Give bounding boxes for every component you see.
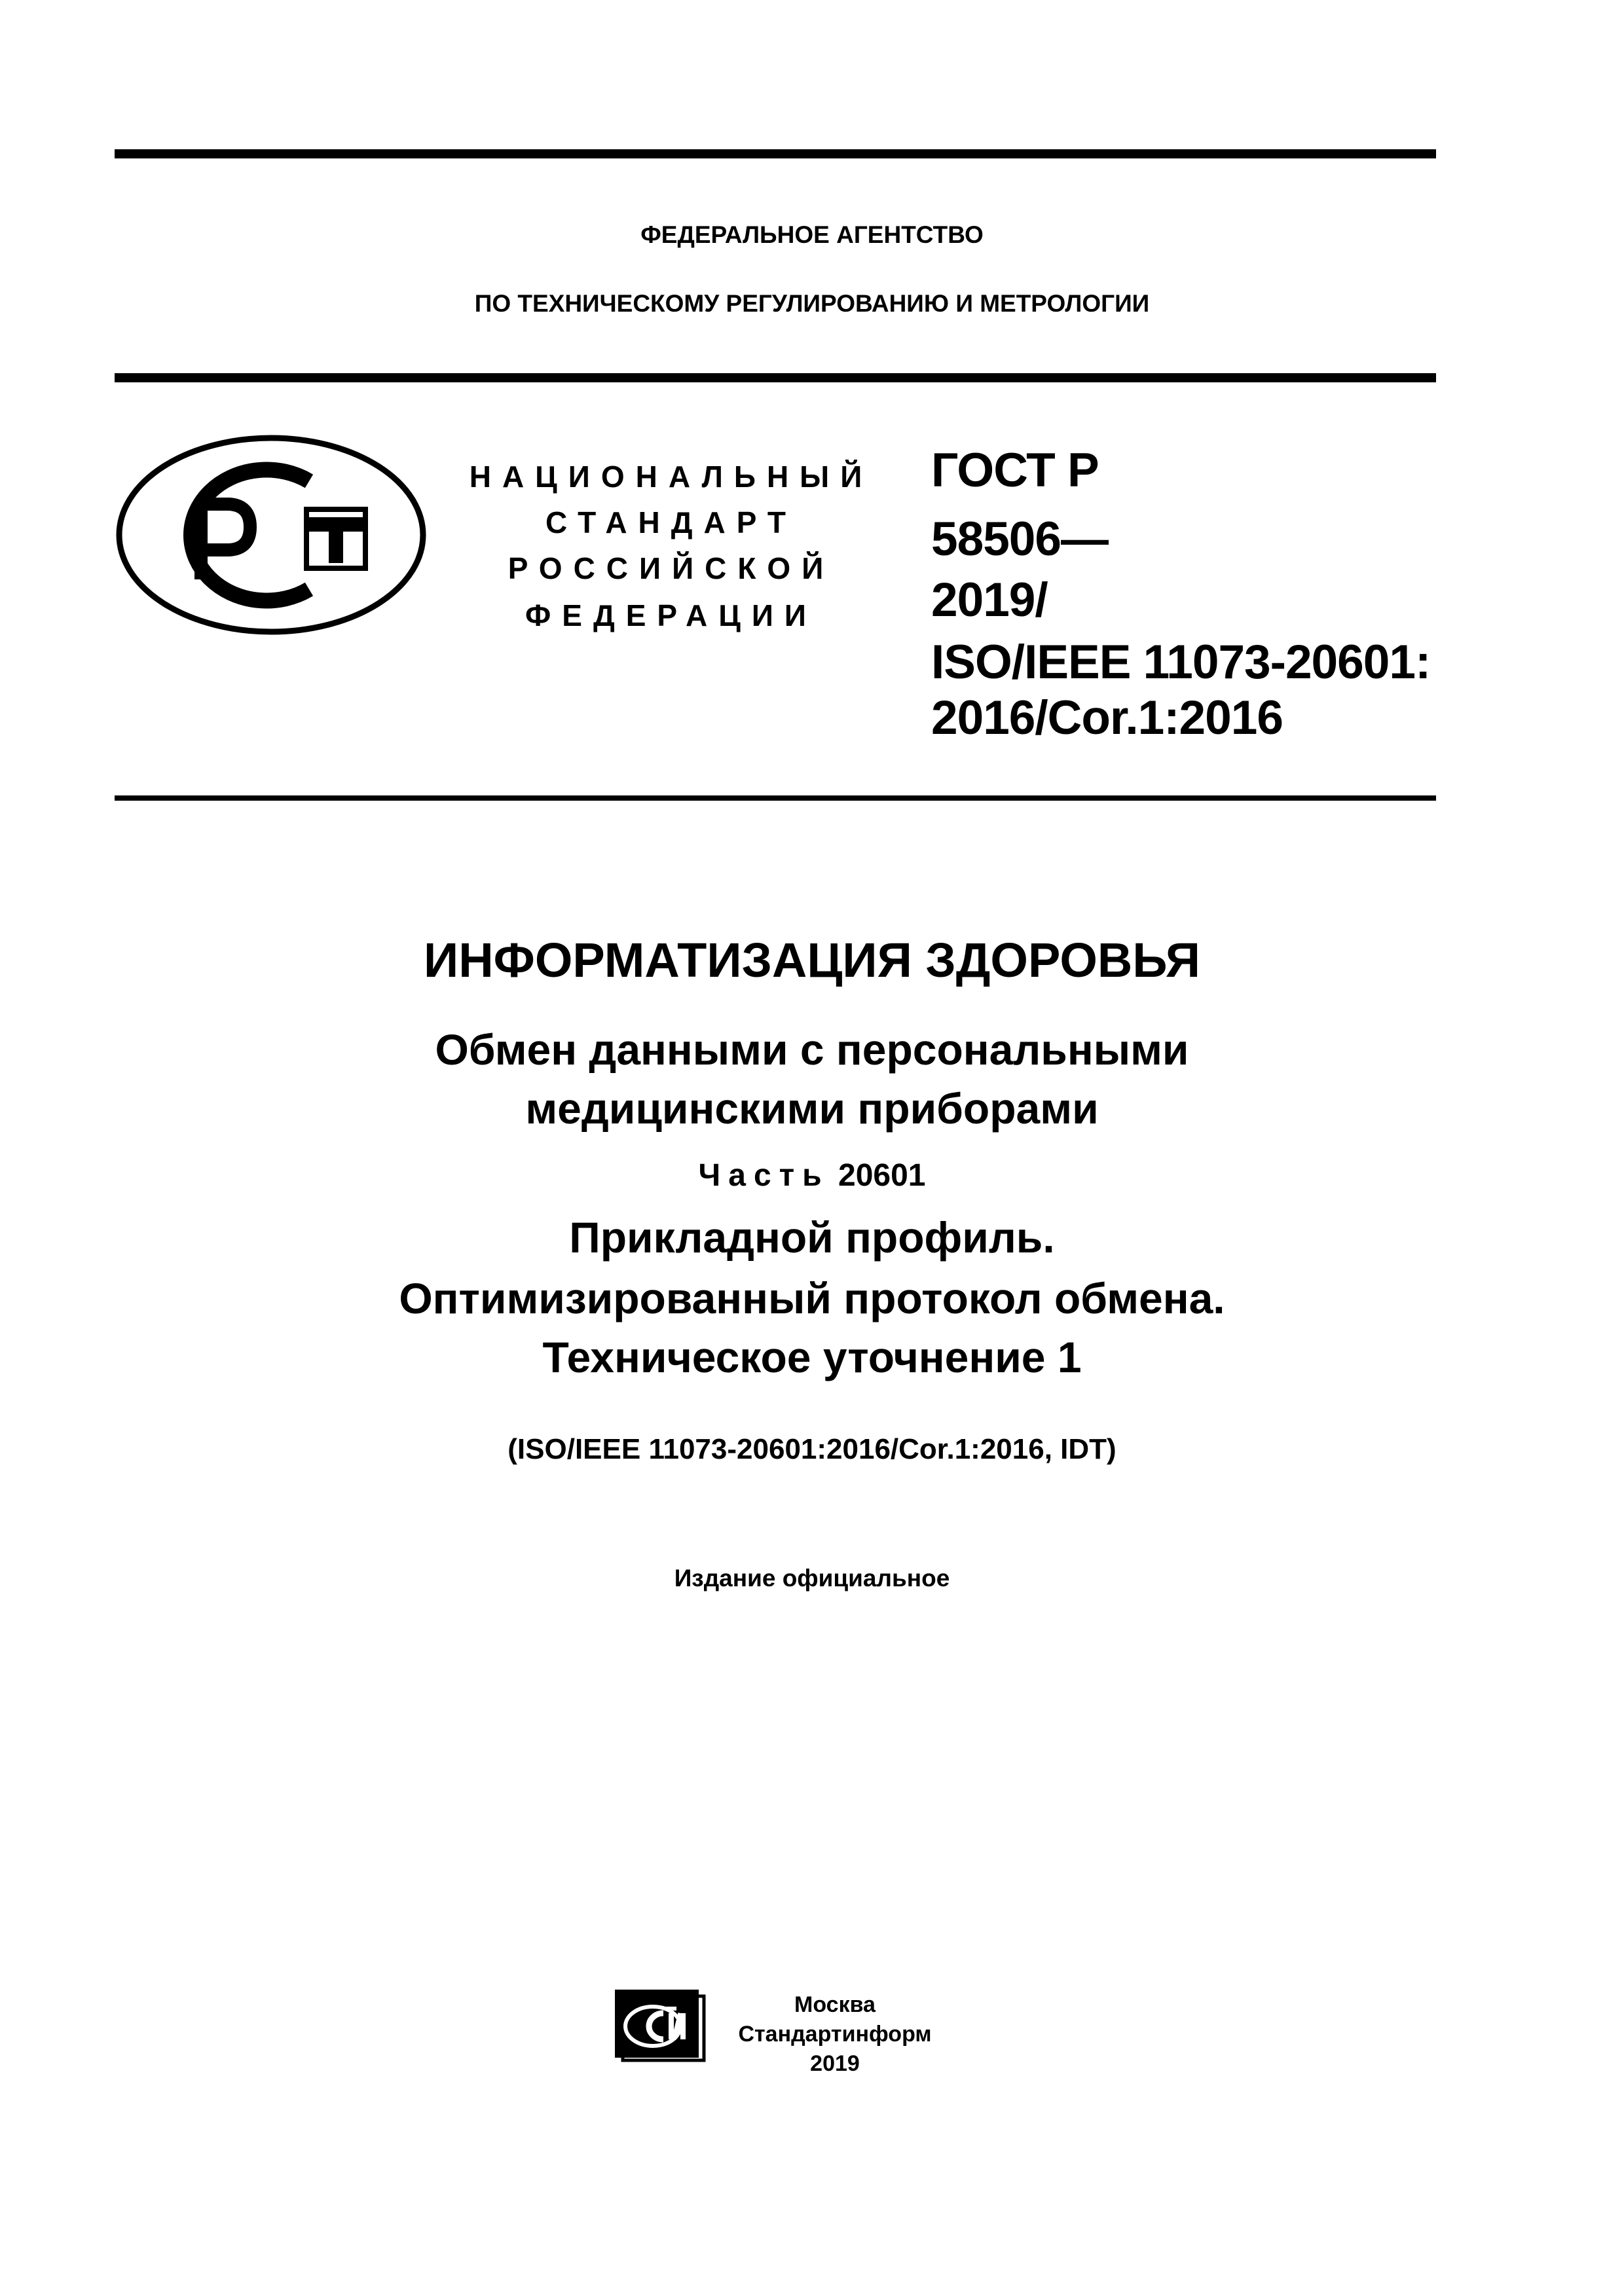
part-label: Часть bbox=[698, 1158, 830, 1193]
designation-rule bbox=[115, 795, 1436, 801]
publisher-city: Москва bbox=[794, 1992, 876, 2017]
publisher-year: 2019 bbox=[810, 2051, 860, 2076]
designation-line-3: 2019/ bbox=[931, 574, 1048, 627]
part-title-line-1: Прикладной профиль. bbox=[569, 1213, 1055, 1262]
national-standard-line-2: СТАНДАРТ bbox=[545, 505, 797, 539]
identical-standard: (ISO/IEEE 11073-20601:2016/Cor.1:2016, IDT) bbox=[507, 1433, 1116, 1465]
standartinform-logo-icon bbox=[612, 1987, 707, 2062]
designation-line-2: 58506— bbox=[931, 513, 1108, 566]
designation-line-1: ГОСТ Р bbox=[931, 444, 1099, 497]
title-sub-line-1: Обмен данными с персональными bbox=[435, 1025, 1189, 1074]
national-standard-line-4: ФЕДЕРАЦИИ bbox=[525, 598, 817, 632]
top-rule bbox=[115, 149, 1436, 158]
part-heading bbox=[0, 1160, 1624, 1192]
designation-line-5: 2016/Cor.1:2016 bbox=[931, 691, 1283, 744]
header-rule bbox=[115, 373, 1436, 382]
part-number: 20601 bbox=[838, 1158, 926, 1193]
part-title-line-2: Оптимизированный протокол обмена. bbox=[399, 1274, 1225, 1322]
national-standard-line-3: РОССИЙСКОЙ bbox=[507, 551, 835, 585]
designation-line-4: ISO/IEEE 11073-20601: bbox=[931, 636, 1431, 689]
rst-emblem-icon bbox=[113, 432, 430, 638]
title-sub-line-2: медицинскими приборами bbox=[525, 1084, 1099, 1133]
agency-line-1: ФЕДЕРАЛЬНОЕ АГЕНТСТВО bbox=[640, 221, 984, 248]
title-main: ИНФОРМАТИЗАЦИЯ ЗДОРОВЬЯ bbox=[424, 933, 1200, 987]
part-title-line-3: Техническое уточнение 1 bbox=[542, 1333, 1082, 1381]
agency-line-2: ПО ТЕХНИЧЕСКОМУ РЕГУЛИРОВАНИЮ И МЕТРОЛОГИИ bbox=[474, 290, 1150, 317]
national-standard-line-1: НАЦИОНАЛЬНЫЙ bbox=[469, 460, 874, 494]
publisher-name: Стандартинформ bbox=[738, 2022, 932, 2047]
edition-note: Издание официальное bbox=[674, 1565, 950, 1592]
